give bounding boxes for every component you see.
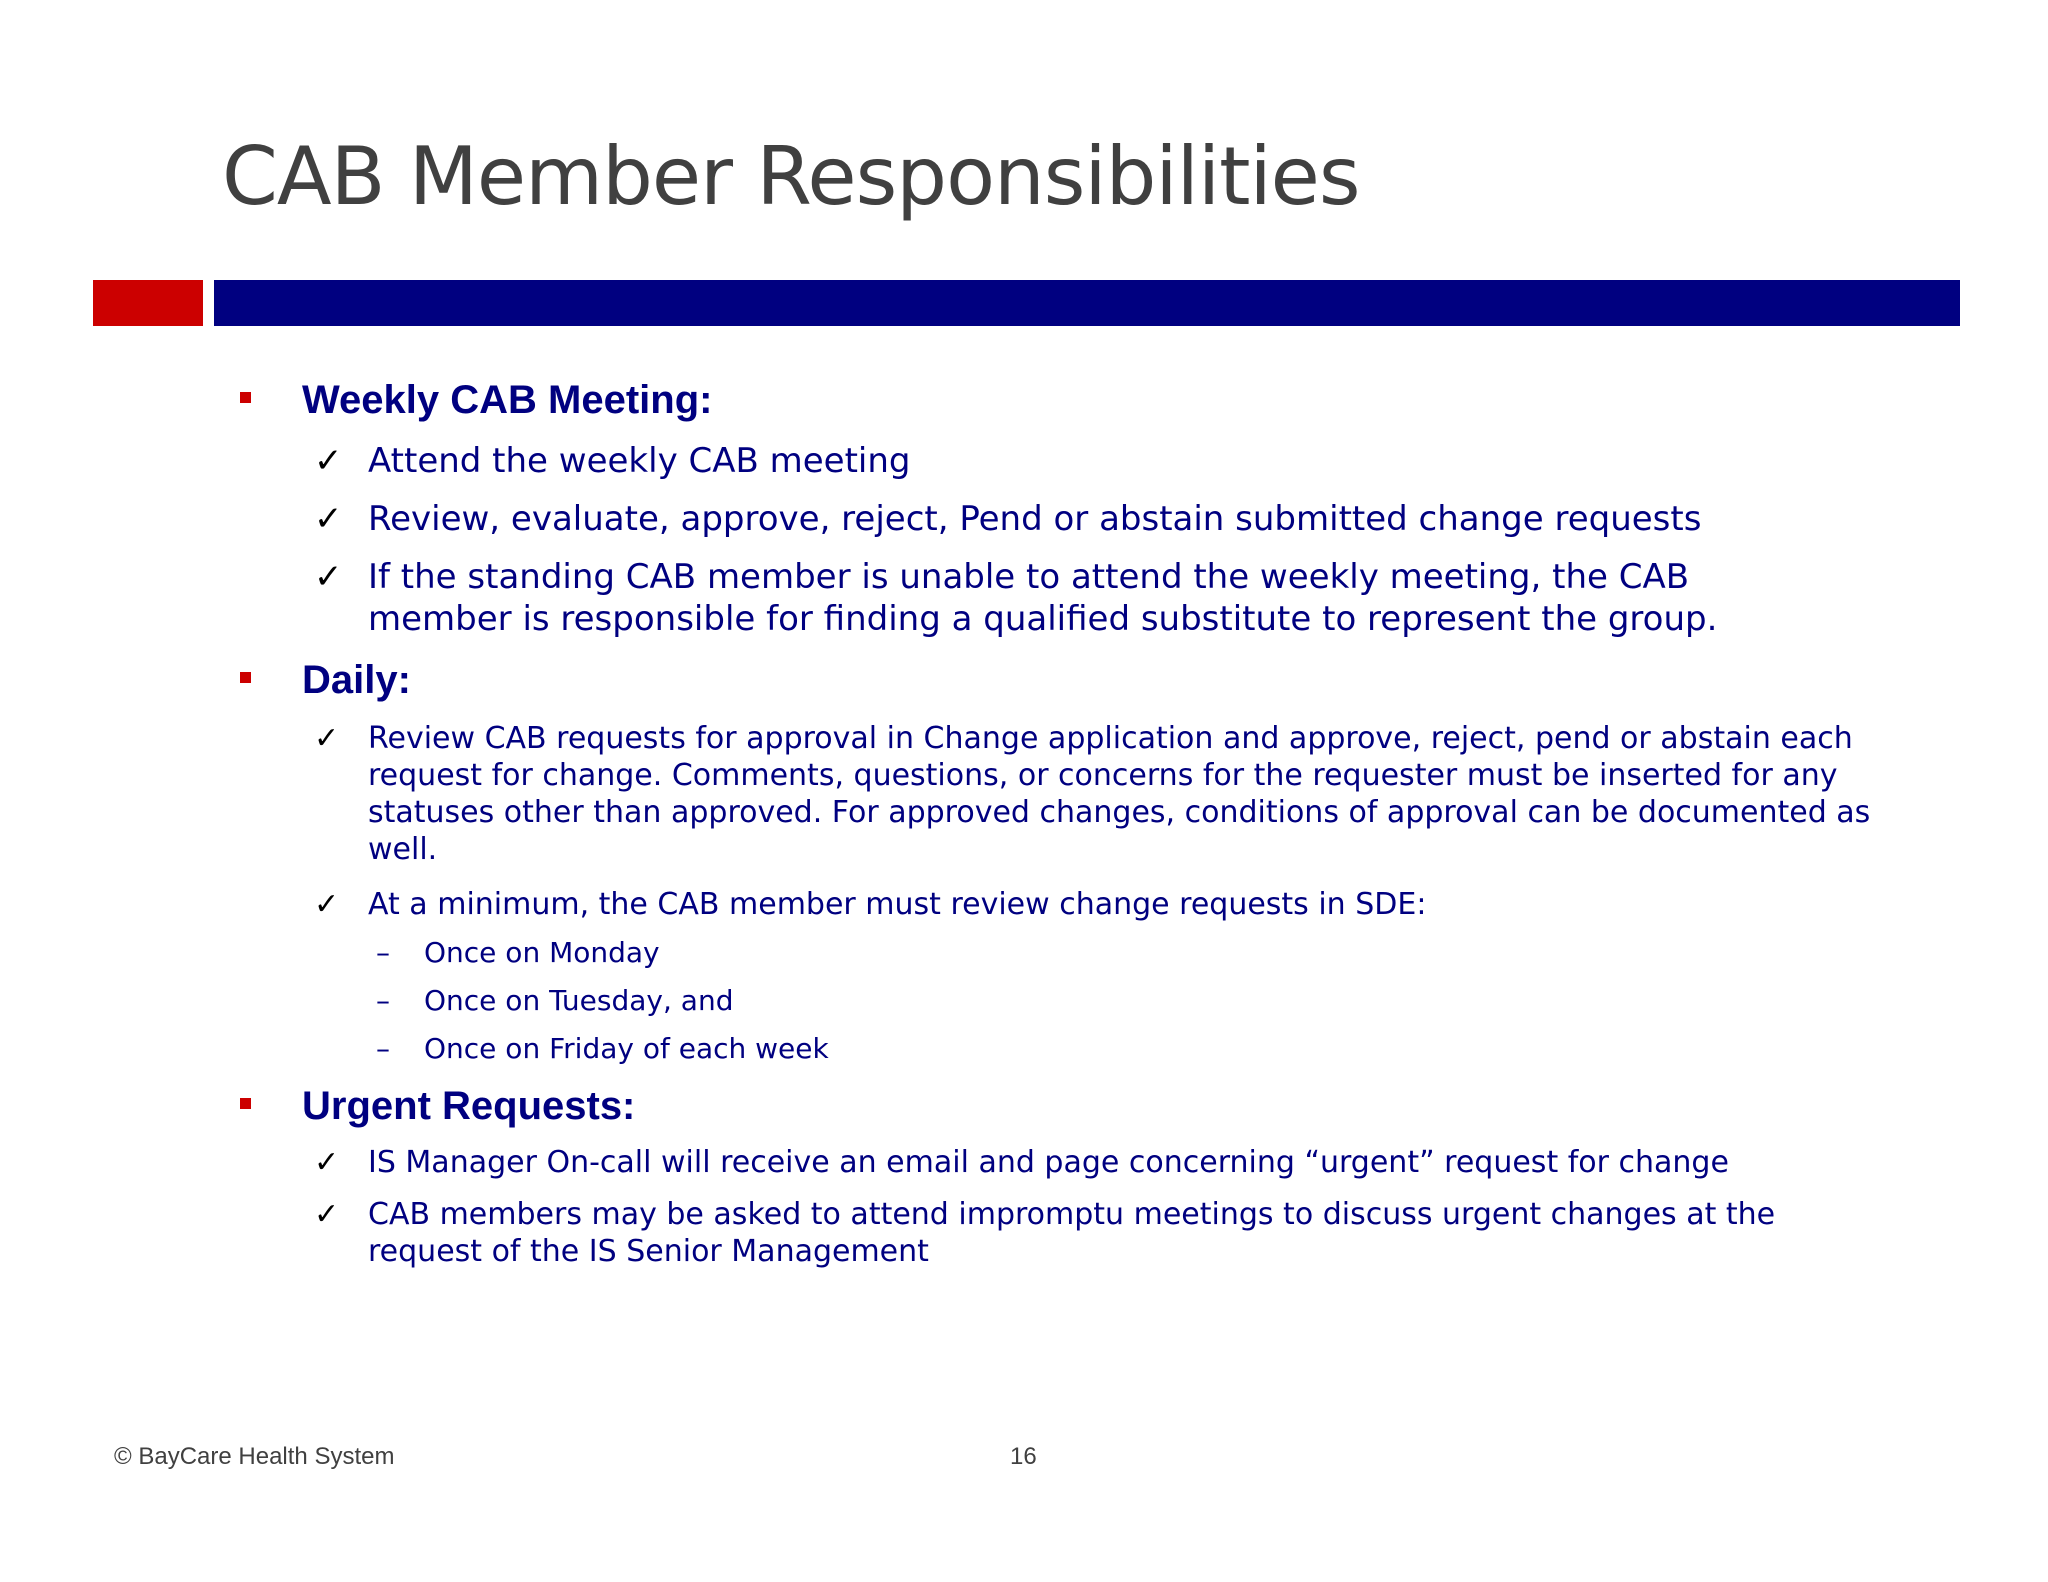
checkmark-icon: ✓ — [314, 1197, 340, 1232]
list-item-text: IS Manager On-call will receive an email and page concerning “urgent” request for change — [368, 1145, 1729, 1180]
list-item-text: Review, evaluate, approve, reject, Pend or abstain submitted change requests — [368, 499, 1702, 539]
title-accent-bar-red — [93, 280, 203, 326]
dash-bullet-icon: – — [376, 936, 390, 969]
checkmark-icon: ✓ — [314, 557, 343, 597]
title-accent-bar-navy — [214, 280, 1960, 326]
section-heading: Weekly CAB Meeting: — [302, 378, 713, 422]
checkmark-icon: ✓ — [314, 1145, 340, 1180]
checkmark-icon: ✓ — [314, 721, 340, 756]
footer-copyright: © BayCare Health System — [114, 1443, 395, 1470]
list-item-text: At a minimum, the CAB member must review change requests in SDE: — [368, 887, 1427, 922]
page-number: 16 — [1010, 1443, 1037, 1470]
list-item-text: Review CAB requests for approval in Change application and approve, reject, pend or abstain each request for change. Comments, questions, or concerns for the requester must be inserted for any statuses other than approved. For approved changes, conditions of approval can be documented as well. — [368, 721, 1871, 867]
sub-list-item-text: Once on Friday of each week — [424, 1032, 829, 1065]
sub-list-item-text: Once on Tuesday, and — [424, 984, 734, 1017]
square-bullet-icon — [240, 392, 251, 403]
list-item-text: If the standing CAB member is unable to attend the weekly meeting, the CAB member is responsible for finding a qualified substitute to represent the group. — [368, 557, 1718, 639]
list-item-text: CAB members may be asked to attend impromptu meetings to discuss urgent changes at the request of the IS Senior Management — [368, 1197, 1776, 1269]
square-bullet-icon — [240, 672, 251, 683]
section-heading: Urgent Requests: — [302, 1084, 636, 1128]
dash-bullet-icon: – — [376, 1032, 390, 1065]
section-heading: Daily: — [302, 658, 411, 702]
sub-list-item-text: Once on Monday — [424, 936, 660, 969]
checkmark-icon: ✓ — [314, 499, 343, 539]
checkmark-icon: ✓ — [314, 887, 340, 922]
square-bullet-icon — [240, 1098, 251, 1109]
list-item-text: Attend the weekly CAB meeting — [368, 441, 911, 481]
dash-bullet-icon: – — [376, 984, 390, 1017]
checkmark-icon: ✓ — [314, 441, 343, 481]
slide-title: CAB Member Responsibilities — [222, 130, 1360, 223]
